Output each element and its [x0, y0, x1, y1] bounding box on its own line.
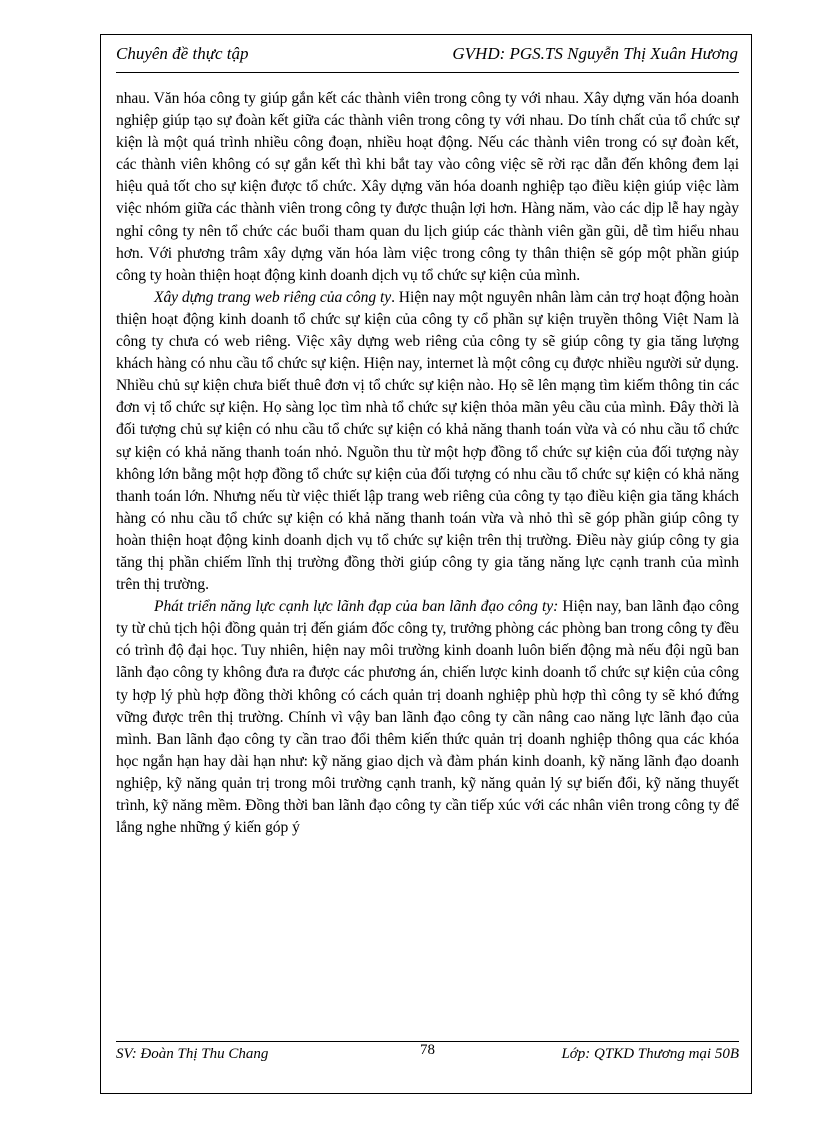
paragraph-culture	[116, 88, 739, 287]
paragraph-text: . Hiện nay một nguyên nhân làm cản trợ hoạt động hoàn thiện hoạt động kinh doanh tổ chức sự kiện của công ty cổ phần sự kiện truyền thông Việt Nam là công ty chưa có web riêng. Việc xây dựng web riêng của công ty sẽ giúp công ty gia tăng lượng khách hàng có nhu cầu tổ chức sự kiện. Hiện nay, internet là một công cụ được nhiều người sử dụng. Nhiều chủ sự kiện chưa biết thuê đơn vị tổ chức sự kiện nào. Họ sẽ lên mạng tìm kiếm thông tin các đơn vị tổ chức sự kiện. Họ sàng lọc tìm nhà tổ chức sự kiện thỏa mãn yêu cầu của mình. Đây thời là đối tượng chủ sự kiện có nhu cầu tổ chức sự kiện có khả năng thanh toán vừa và có nhu cầu tổ chức sự kiện có khả năng thanh toán nhỏ. Nguồn thu từ một hợp đồng tổ chức sự kiện của đối tượng này không lớn bằng một hợp đồng tổ chức sự kiện của đối tượng có nhu cầu tổ chức sự kiện có khả năng thanh toán lớn. Nhưng nếu từ việc thiết lập trang web riêng của công ty tạo điều kiện gia tăng khách hàng có nhu cầu tổ chức sự kiện có khả năng thanh toán vừa và nhỏ thì sẽ góp phần giúp công ty hoàn thiện hoạt động kinh doanh dịch vụ tổ chức sự kiện trên thị trường. Điều này giúp công ty gia tăng thị phần chiếm lĩnh thị trường đồng thời giúp công ty gia tăng năng lực cạnh tranh của mình trên thị trường.	[116, 288, 739, 594]
paragraph-lead: Phát triển năng lực cạnh lực lãnh đạp của ban lãnh đạo công ty:	[154, 598, 559, 616]
paragraph-website	[116, 287, 739, 596]
paragraph-text: nhau. Văn hóa công ty giúp gắn kết các thành viên trong công ty với nhau. Xây dựng văn hóa doanh nghiệp giúp tạo sự đoàn kết giữa các thành viên trong công ty với nhau. Do tính chất của tổ chức sự kiện là một quá trình nhiều công đoạn, nhiều hoạt động. Nếu các thành viên trong có sự đoàn kết, các thành viên không có sự gắn kết thì khi bắt tay vào công việc sẽ rời rạc dẫn đến không đem lại hiệu quả tốt cho sự kiện được tổ chức. Xây dựng văn hóa doanh nghiệp tạo điều kiện giúp việc làm việc nhóm giữa các thành viên trong công ty được thuận lợi hơn. Hàng năm, vào các dịp lễ hay ngày nghỉ công ty nên tổ chức các buổi tham quan du lịch giúp các thành viên gần gũi, dễ tìm hiểu nhau hơn. Với phương trâm xây dựng văn hóa làm việc trong công ty thân thiện sẽ góp một phần giúp công ty hoàn thiện hoạt động kinh doanh dịch vụ tổ chức sự kiện của mình.	[116, 90, 739, 284]
header-supervisor: GVHD: PGS.TS Nguyễn Thị Xuân Hương	[452, 44, 738, 63]
paragraph-lead: Xây dựng trang web riêng của công ty	[154, 288, 392, 306]
page-footer	[116, 1044, 739, 1068]
header-rule	[116, 72, 739, 73]
page-number: 78	[420, 1042, 435, 1058]
footer-student: SV: Đoàn Thị Thu Chang	[116, 1046, 269, 1062]
page-header	[116, 44, 738, 70]
paragraph-text: Hiện nay, ban lãnh đạo công ty từ chủ tịch hội đồng quản trị đến giám đốc công ty, trưởng phòng các phòng ban trong công ty đều có trình độ đại học. Tuy nhiên, hiện nay môi trường kinh doanh luôn biến động mà nếu đội ngũ ban lãnh đạo công ty không đưa ra được các phương án, chiến lược kinh doanh tổ chức sự kiện của công ty hợp lý phù hợp đồng thời không có cách quản trị doanh nghiệp phù hợp thì công ty sẽ khó đứng vững được trên thị trường. Chính vì vậy ban lãnh đạo công ty cần nâng cao năng lực lãnh đạo của mình. Ban lãnh đạo công ty cần trao đổi thêm kiến thức quản trị doanh nghiệp thông qua các khóa học ngắn hạn hay dài hạn như: kỹ năng giao dịch và đàm phán kinh doanh, kỹ năng lãnh đạo doanh nghiệp, kỹ năng quản trị trong môi trường cạnh tranh, kỹ năng quản lý sự biến đổi, kỹ năng thuyết trình, kỹ năng mềm. Đồng thời ban lãnh đạo công ty cần tiếp xúc với các nhân viên trong công ty để lắng nghe những ý kiến góp ý	[116, 598, 740, 837]
footer-class: Lớp: QTKD Thương mại 50B	[561, 1046, 739, 1062]
document-body	[116, 88, 739, 839]
header-course-label: Chuyên đề thực tập	[116, 44, 249, 63]
paragraph-leadership	[116, 596, 739, 839]
